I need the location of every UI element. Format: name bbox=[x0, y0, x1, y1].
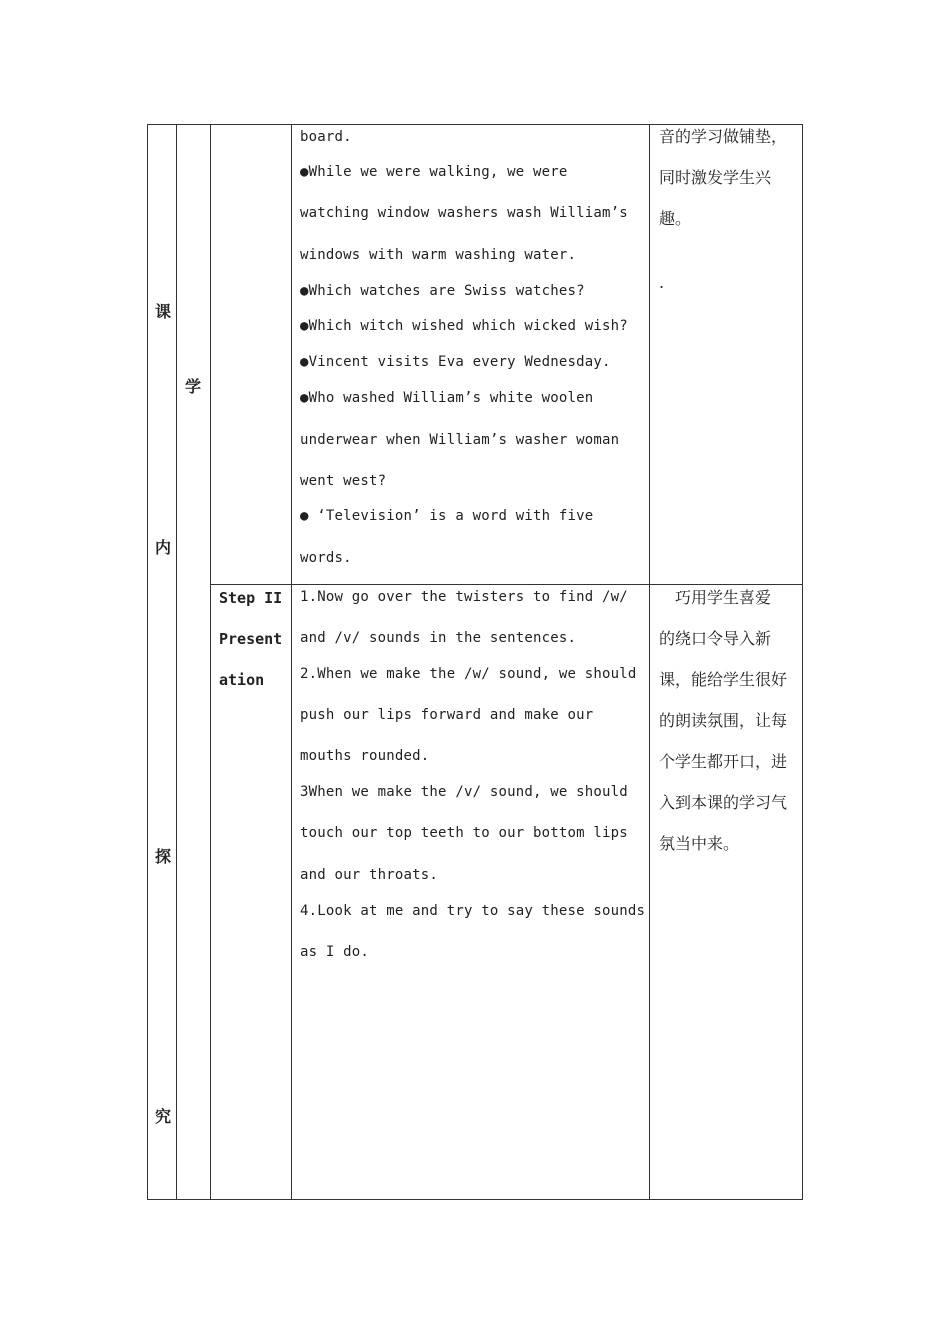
row1-note-line: 音的学习做铺垫， bbox=[659, 127, 788, 146]
side-label-nei: 内 bbox=[155, 538, 172, 557]
table-border-bottom bbox=[147, 1199, 803, 1200]
row1-line: ●While we were walking, we were bbox=[300, 164, 568, 180]
row1-line: watching window washers wash William’s bbox=[300, 205, 628, 221]
row2-line: touch our top teeth to our bottom lips bbox=[300, 825, 628, 841]
row2-note-line: 入到本课的学习气 bbox=[659, 793, 788, 812]
row1-note-line: 趣。 bbox=[659, 209, 692, 228]
row2-line: as I do. bbox=[300, 944, 370, 960]
side-label-jiu: 究 bbox=[155, 1107, 172, 1126]
column-divider-4 bbox=[649, 124, 650, 1200]
table-border-right bbox=[802, 124, 803, 1200]
row2-line: 3When we make the /v/ sound, we should bbox=[300, 784, 628, 800]
step-label-line: Step II bbox=[219, 589, 283, 607]
row1-line: ●Which witch wished which wicked wish? bbox=[300, 318, 628, 334]
row2-note-line: 氛当中来。 bbox=[659, 834, 740, 853]
row2-line: 2.When we make the /w/ sound, we should bbox=[300, 666, 637, 682]
row1-line: ●Vincent visits Eva every Wednesday. bbox=[300, 354, 611, 370]
row1-line: words. bbox=[300, 550, 352, 566]
row1-line: went west? bbox=[300, 473, 387, 489]
row1-line: ●Who washed William’s white woolen bbox=[300, 390, 594, 406]
row2-note-line: 的绕口令导入新 bbox=[659, 629, 772, 648]
row2-line: 4.Look at me and try to say these sounds bbox=[300, 903, 646, 919]
row2-note-line: 个学生都开口，进 bbox=[659, 752, 788, 771]
row1-note-line: . bbox=[659, 273, 665, 292]
step-label-line: ation bbox=[219, 671, 265, 689]
row2-line: and /v/ sounds in the sentences. bbox=[300, 630, 577, 646]
row2-line: push our lips forward and make our bbox=[300, 707, 594, 723]
step-label-line: Present bbox=[219, 630, 283, 648]
column-divider-1 bbox=[176, 124, 177, 1200]
column-divider-2 bbox=[210, 124, 211, 1200]
row2-line: 1.Now go over the twisters to find /w/ bbox=[300, 589, 628, 605]
side-label-xue: 学 bbox=[185, 377, 202, 396]
column-divider-3 bbox=[291, 124, 292, 1200]
row1-line: windows with warm washing water. bbox=[300, 247, 577, 263]
row2-line: and our throats. bbox=[300, 867, 439, 883]
row2-note-line: 巧用学生喜爱 bbox=[659, 588, 772, 607]
row2-note-line: 课，能给学生很好 bbox=[659, 670, 788, 689]
row1-note-line: 同时激发学生兴 bbox=[659, 168, 772, 187]
row1-line: ●Which watches are Swiss watches? bbox=[300, 283, 585, 299]
row2-note-line: 的朗读氛围，让每 bbox=[659, 711, 788, 730]
side-label-ke: 课 bbox=[155, 302, 172, 321]
row1-line: ● ‘Television’ is a word with five bbox=[300, 508, 594, 524]
row1-line: underwear when William’s washer woman bbox=[300, 432, 620, 448]
row1-line: board. bbox=[300, 129, 352, 145]
table-border-left bbox=[147, 124, 148, 1200]
row2-line: mouths rounded. bbox=[300, 748, 430, 764]
side-label-tan: 探 bbox=[155, 847, 172, 866]
